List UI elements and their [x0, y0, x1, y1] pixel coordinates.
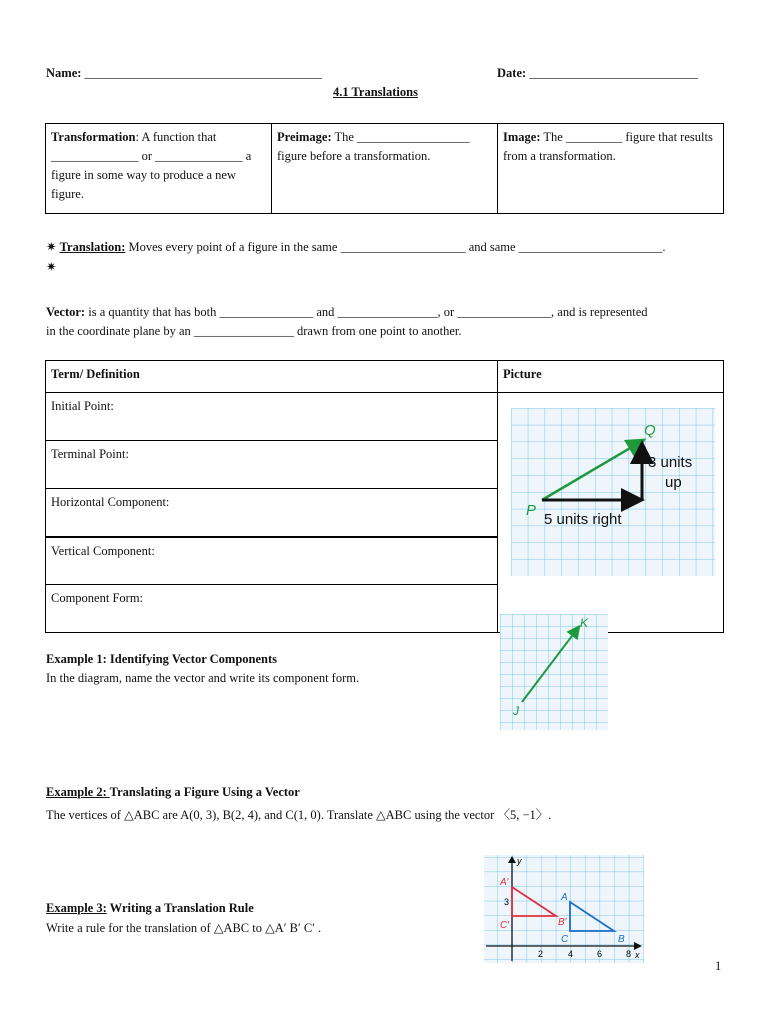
x-tick-6: 6	[597, 949, 603, 959]
date-label: Date:	[497, 66, 527, 80]
y-axis-label: y	[517, 856, 522, 866]
example3-title	[46, 901, 254, 916]
image-term: Image:	[503, 130, 541, 144]
label-c: C	[561, 934, 569, 945]
x-axis-label: x	[635, 950, 640, 960]
label-a-prime: A′	[500, 877, 509, 888]
transformation-cell	[46, 124, 272, 214]
page-title: 4.1 Translations	[333, 85, 418, 99]
label-q: Q	[644, 422, 656, 439]
example1-title: Example 1: Identifying Vector Components	[46, 652, 278, 666]
name-line	[46, 66, 322, 81]
star-bullet-icon: ✷	[46, 259, 57, 274]
picture-header: Picture	[498, 361, 724, 393]
transformation-term: Transformation	[51, 130, 136, 144]
label-c-prime: C′	[500, 920, 510, 931]
horizontal-label: 5 units right	[544, 511, 622, 528]
x-tick-8: 8	[626, 949, 632, 959]
vector-term: Vector:	[46, 305, 86, 319]
preimage-term: Preimage:	[277, 130, 332, 144]
vector-line1: is a quantity that has both _______________ and ________________, or _______________, and is represented	[85, 305, 648, 319]
example3-text: Write a rule for the translation of △ABC to △A′ B′ C′ .	[46, 921, 322, 935]
transformation-text: : A function that ______________ or ______________ a figure in some way to produce a new figure.	[51, 130, 252, 201]
vertical-label-1: 3 units	[648, 454, 693, 471]
term-row: Vertical Component:	[46, 537, 498, 585]
example1-graph	[500, 614, 608, 730]
term-row: Initial Point:	[46, 393, 498, 441]
date-line	[497, 66, 698, 81]
vector-picture	[511, 408, 715, 576]
date-blank[interactable]: ___________________________	[529, 66, 699, 80]
label-b: B	[618, 934, 625, 945]
image-cell	[498, 124, 724, 214]
example3-label: Example 3:	[46, 901, 107, 915]
example2-title	[46, 785, 300, 800]
example2-text: The vertices of △ABC are A(0, 3), B(2, 4), and C(1, 0). Translate △ABC using the vector 〈5, −1〉.	[46, 808, 552, 822]
y-tick-3: 3	[504, 897, 510, 907]
label-a: A	[561, 892, 568, 903]
vector-line2: in the coordinate plane by an ________________ drawn from one point to another.	[46, 324, 462, 338]
example3-heading: Writing a Translation Rule	[106, 901, 254, 915]
preimage-text: The __________________ figure before a transformation.	[277, 130, 470, 163]
term-row: Component Form:	[46, 585, 498, 633]
translation-line	[46, 239, 666, 255]
term-row: Terminal Point:	[46, 441, 498, 489]
example3-graph	[484, 855, 644, 963]
term-row: Horizontal Component:	[46, 489, 498, 537]
example1-text: In the diagram, name the vector and write its component form.	[46, 671, 360, 685]
name-blank[interactable]: ______________________________________	[84, 66, 323, 80]
preimage-cell	[272, 124, 498, 214]
example2-label: Example 2:	[46, 785, 110, 799]
star-bullet-icon: ✷	[46, 239, 57, 254]
label-j: J	[513, 704, 519, 718]
translation-text: Moves every point of a figure in the same ____________________ and same _______________________.	[125, 240, 666, 254]
definitions-table	[45, 123, 724, 214]
term-header: Term/ Definition	[46, 361, 498, 393]
label-k: K	[580, 616, 589, 630]
x-tick-4: 4	[568, 949, 574, 959]
vertical-label-2: up	[665, 474, 682, 491]
vector-definition	[46, 303, 648, 341]
x-tick-2: 2	[538, 949, 544, 959]
example2-heading: Translating a Figure Using a Vector	[109, 785, 300, 799]
translation-term: Translation:	[59, 240, 126, 254]
name-label: Name:	[46, 66, 82, 80]
label-b-prime: B′	[558, 917, 567, 928]
image-text: The _________ figure that results from a transformation.	[503, 130, 713, 163]
label-p: P	[526, 502, 537, 519]
page-number: 1	[715, 959, 722, 973]
